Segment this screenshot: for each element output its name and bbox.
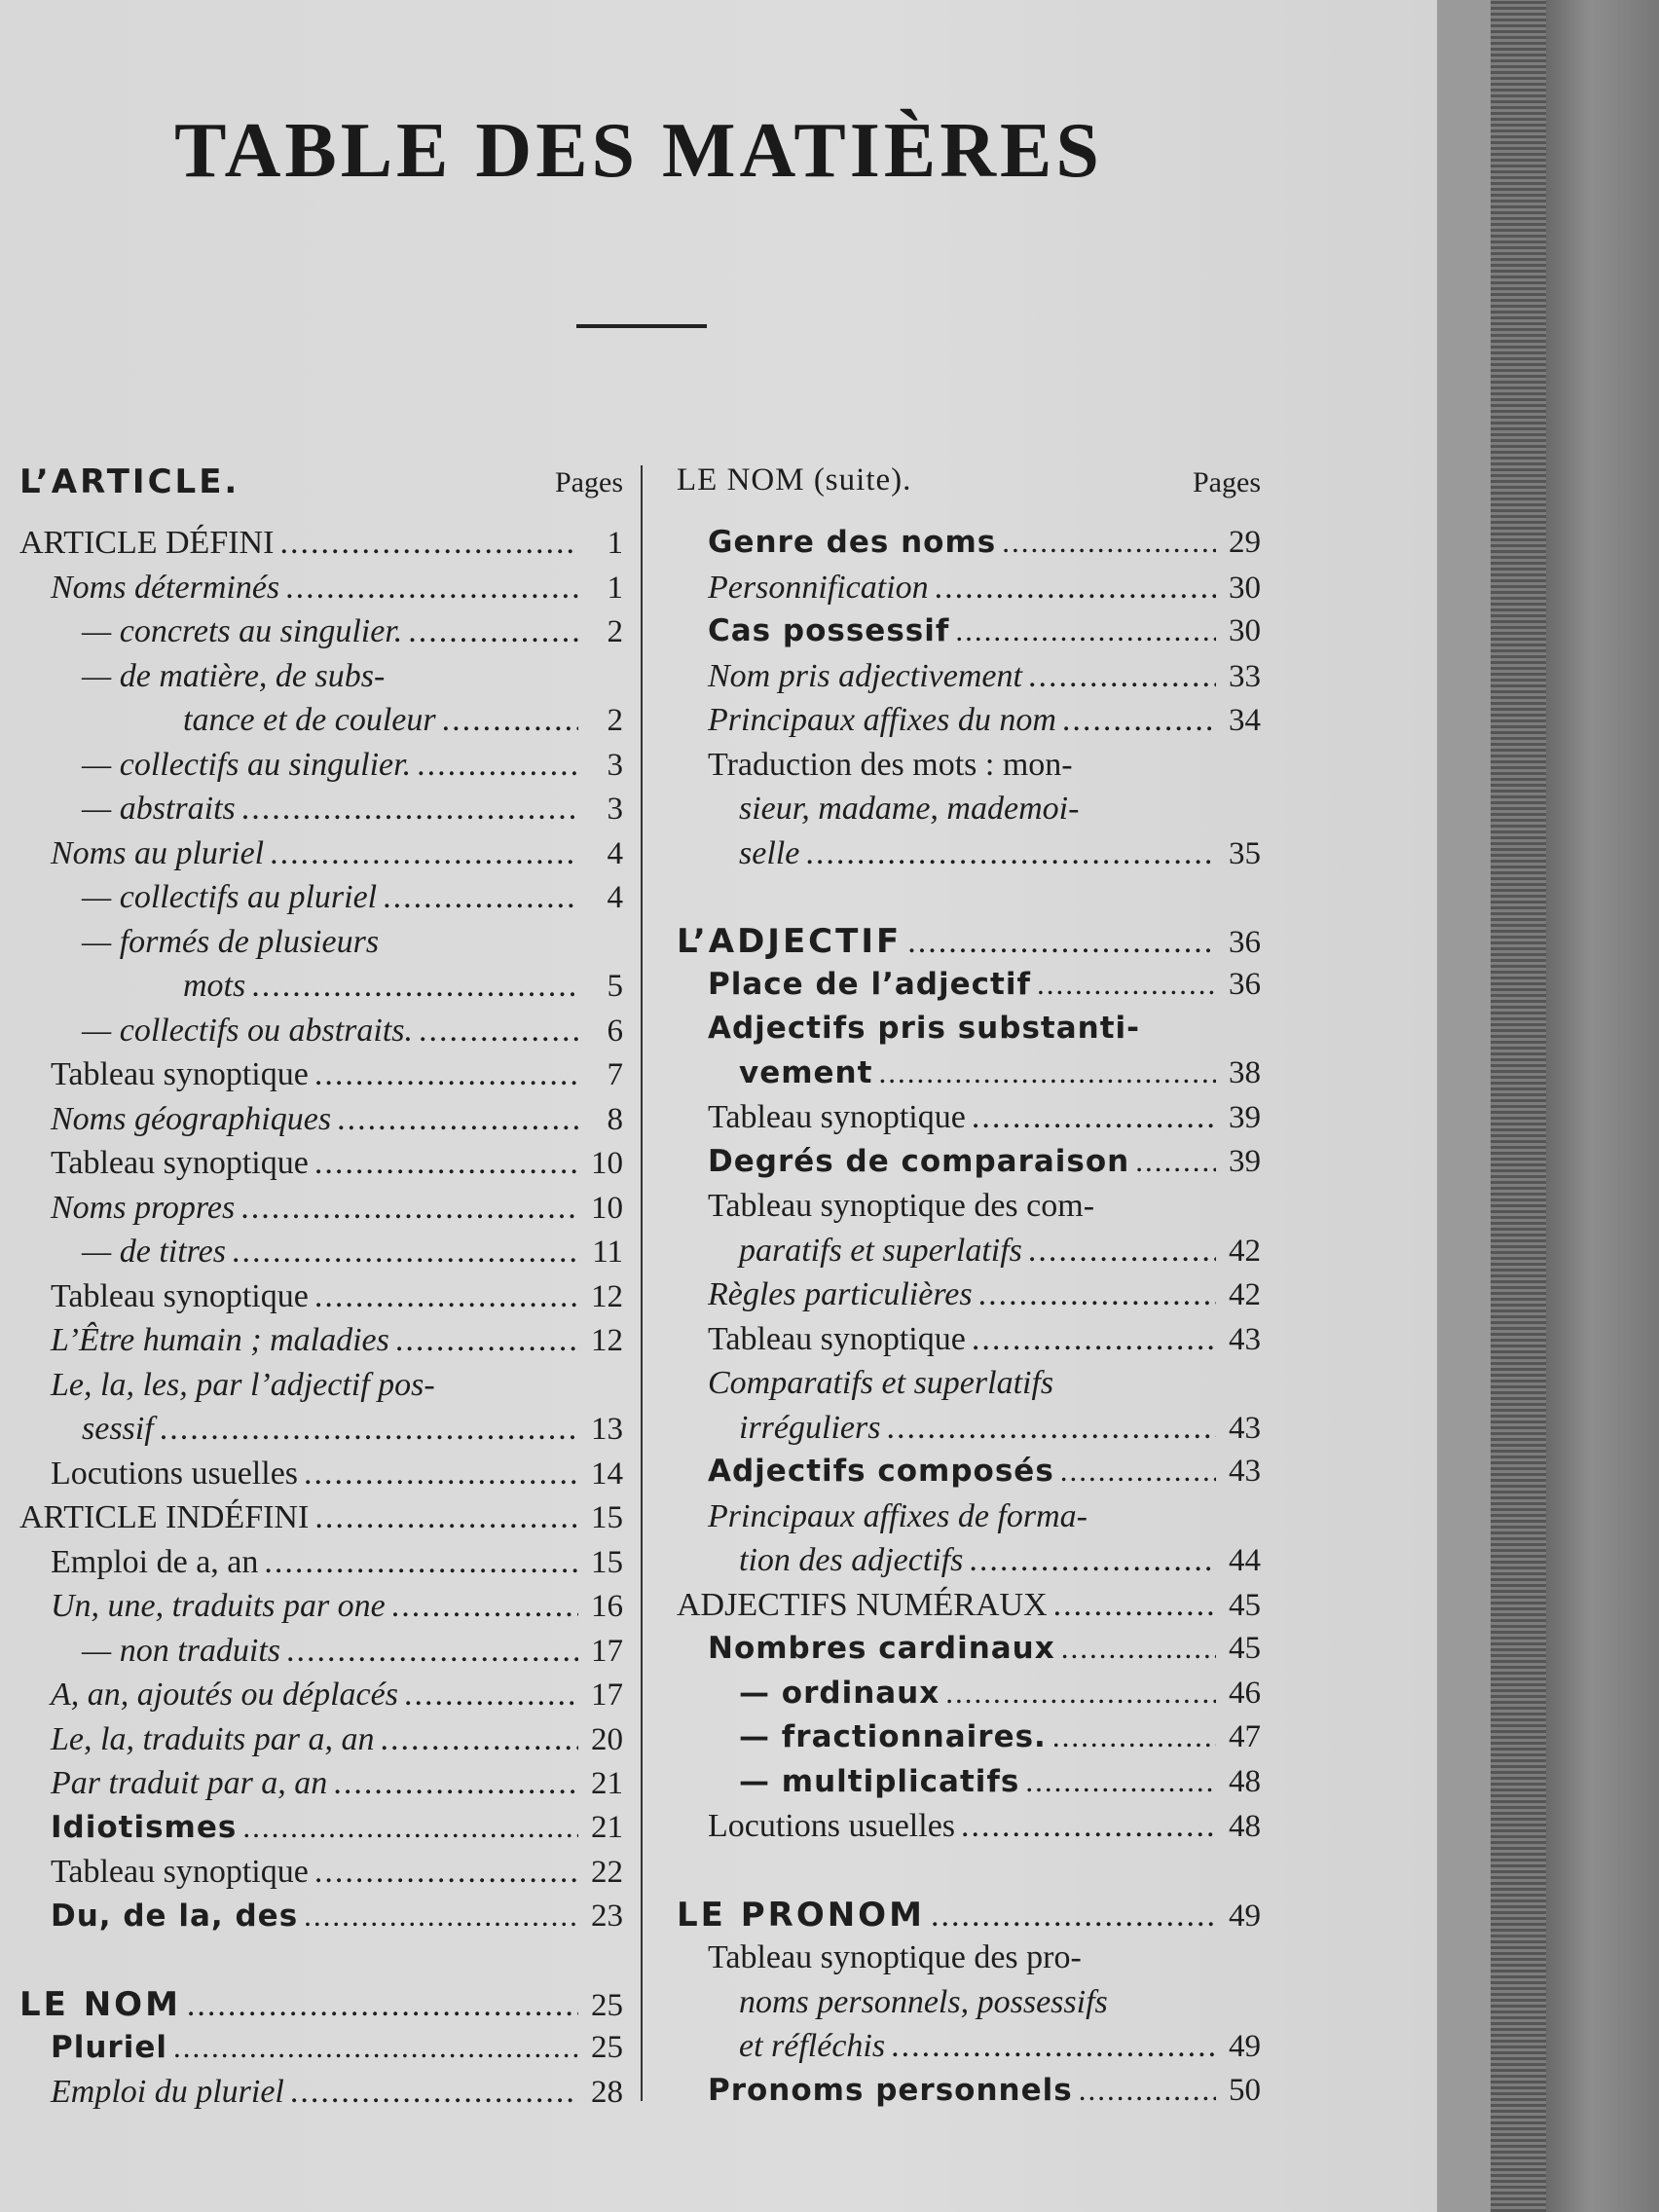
toc-entry-non-traduits — [19, 1633, 623, 1677]
toc-entry-text: Le, la, les, par l’adjectif pos- — [51, 1366, 435, 1403]
toc-page-number: 12 — [591, 1323, 623, 1358]
toc-entry-text: Degrés de comparaison — [708, 1143, 1130, 1179]
toc-entry-genre-des-noms — [677, 525, 1261, 570]
toc-entry-le-la-les-par-l-adjectif-pos — [19, 1367, 623, 1412]
toc-page-number: 46 — [1229, 1675, 1261, 1711]
toc-entry-noms-au-pluriel — [19, 835, 623, 880]
dot-leader — [187, 1987, 578, 2024]
dot-leader — [232, 1234, 578, 1271]
toc-entry-text: — fractionnaires. — [739, 1719, 1047, 1754]
toc-entry-text: Du, de la, des — [51, 1898, 299, 1934]
dot-leader — [391, 1588, 578, 1625]
toc-page-number: 22 — [591, 1855, 623, 1890]
toc-page-number: 1 — [607, 526, 623, 561]
book-binding-stripe — [1491, 0, 1546, 2212]
section-heading-article: L’ARTICLE. — [19, 462, 240, 501]
toc-entry-text: et réfléchis — [739, 2028, 886, 2064]
toc-entry-pluriel — [19, 2030, 623, 2075]
toc-page-number: 49 — [1229, 2029, 1261, 2064]
toc-entry-tion-des-adjectifs — [677, 1542, 1261, 1587]
book-spine-edge — [1437, 0, 1491, 2212]
dot-leader — [279, 525, 578, 562]
toc-entry-text: Locutions usuelles — [708, 1808, 956, 1844]
toc-entry-text: Tableau synoptique — [51, 1145, 309, 1181]
toc-page-number: 2 — [607, 614, 623, 649]
dot-leader — [972, 1321, 1216, 1358]
dot-leader — [1061, 1631, 1216, 1666]
toc-entry-text: Traduction des mots : mon- — [708, 746, 1073, 783]
toc-entry-text: Adjectifs pris substanti- — [708, 1011, 1141, 1046]
toc-entry-selle — [677, 835, 1261, 880]
toc-page-number: 43 — [1229, 1410, 1261, 1446]
dot-leader — [380, 1721, 578, 1758]
toc-entry-text: Tableau synoptique des com- — [708, 1188, 1095, 1224]
toc-page-number: 10 — [591, 1146, 623, 1181]
toc-entry-regles-particulieres — [677, 1276, 1261, 1321]
toc-page-number: 39 — [1229, 1100, 1261, 1135]
toc-page-number: 20 — [591, 1721, 623, 1757]
toc-entry-noms-personnels-possessifs — [677, 1984, 1261, 2029]
toc-page-number: 38 — [1229, 1054, 1261, 1090]
dot-leader — [417, 747, 578, 784]
toc-entry-place-de-l-adjectif — [677, 967, 1261, 1012]
dot-leader — [935, 570, 1216, 607]
toc-entry-text: Tableau synoptique — [51, 1277, 309, 1314]
toc-page-number: 35 — [1229, 835, 1261, 871]
toc-entry-text: — de titres — [82, 1234, 226, 1270]
toc-page-number: 28 — [591, 2075, 623, 2110]
toc-entry-text: mots — [183, 968, 246, 1004]
toc-entry-text: ARTICLE INDÉFINI — [19, 1499, 310, 1535]
dot-leader — [907, 924, 1216, 961]
toc-entry-text: Emploi du pluriel — [51, 2074, 284, 2110]
toc-entry-l-adjectif — [677, 922, 1261, 967]
toc-entry-multiplicatifs — [677, 1764, 1261, 1809]
toc-page-number: 3 — [607, 747, 623, 783]
toc-entry-concrets-au-singulier — [19, 613, 623, 658]
toc-page-number: 3 — [607, 792, 623, 827]
toc-page-number: 5 — [607, 969, 623, 1004]
toc-entry-tance-et-de-couleur — [19, 702, 623, 747]
left-entry-list — [19, 525, 623, 2119]
dot-leader — [395, 1322, 578, 1359]
toc-page-number: 48 — [1229, 1763, 1261, 1799]
toc-entry-text: — abstraits — [82, 791, 236, 827]
toc-page-number: 34 — [1229, 703, 1261, 738]
dot-leader — [1060, 1454, 1216, 1489]
dot-leader — [241, 791, 578, 828]
toc-entry-vement — [677, 1055, 1261, 1100]
toc-entry-tableau-synoptique — [19, 1278, 623, 1323]
toc-entry-text: Genre des noms — [708, 525, 997, 560]
toc-entry-emploi-du-pluriel — [19, 2074, 623, 2119]
toc-entry-text: — collectifs au singulier. — [82, 746, 412, 783]
toc-entry-locutions-usuelles — [19, 1456, 623, 1500]
toc-entry-text: sieur, madame, mademoi- — [739, 791, 1080, 827]
dot-leader — [891, 2028, 1216, 2065]
toc-entry-text: Principaux affixes du nom — [708, 702, 1056, 738]
toc-page-number: 36 — [1229, 925, 1261, 960]
toc-entry-noms-propres — [19, 1190, 623, 1235]
toc-entry-text: ARTICLE DÉFINI — [19, 525, 275, 561]
toc-entry-text: L’ADJECTIF — [677, 922, 903, 961]
toc-page-number: 49 — [1229, 1898, 1261, 1934]
dot-leader — [240, 1190, 578, 1227]
toc-entry-comparatifs-et-superlatifs — [677, 1365, 1261, 1410]
toc-entry-sieur-madame-mademoi — [677, 791, 1261, 835]
toc-entry-text: Locutions usuelles — [51, 1455, 299, 1492]
toc-page-number: 29 — [1229, 525, 1261, 560]
toc-entry-traduction-des-mots-mon — [677, 747, 1261, 792]
dot-leader — [931, 1898, 1216, 1935]
dot-leader — [242, 1810, 578, 1845]
dot-leader — [1053, 1587, 1216, 1624]
dot-leader — [270, 835, 578, 872]
dot-leader — [304, 1899, 578, 1934]
toc-page-number: 11 — [592, 1235, 623, 1270]
toc-page-number: 43 — [1229, 1321, 1261, 1357]
toc-entry-ordinaux — [677, 1676, 1261, 1720]
toc-entry-de-matiere-de-subs — [19, 658, 623, 703]
dot-leader — [314, 1278, 578, 1315]
toc-entry-text: Tableau synoptique des pro- — [708, 1939, 1082, 1975]
toc-entry-text: paratifs et superlatifs — [739, 1232, 1022, 1269]
toc-entry-text: Noms au pluriel — [51, 834, 265, 871]
toc-entry-mots — [19, 968, 623, 1013]
toc-entry-text: A, an, ajoutés ou déplacés — [51, 1677, 398, 1713]
toc-entry-text: Tableau synoptique — [708, 1320, 966, 1357]
toc-entry-text: Pluriel — [51, 2029, 167, 2065]
toc-entry-de-titres — [19, 1234, 623, 1278]
toc-entry-adjectifs-pris-substanti — [677, 1011, 1261, 1055]
dot-leader — [972, 1099, 1216, 1136]
dot-leader — [886, 1410, 1216, 1447]
toc-entry-le-pronom — [677, 1896, 1261, 1940]
toc-page-number: 23 — [591, 1898, 623, 1934]
toc-entry-tableau-synoptique — [19, 1854, 623, 1899]
toc-entry-principaux-affixes-du-nom — [677, 702, 1261, 747]
toc-page-number: 45 — [1229, 1587, 1261, 1623]
toc-entry-text: Tableau synoptique — [51, 1056, 309, 1092]
dot-leader — [290, 2074, 578, 2111]
title-rule — [576, 324, 707, 328]
toc-entry-abstraits — [19, 791, 623, 835]
dot-leader — [314, 1854, 578, 1891]
toc-entry-text: Tableau synoptique — [708, 1099, 966, 1135]
pages-label-left: Pages — [555, 466, 623, 498]
toc-page-number: 15 — [591, 1500, 623, 1535]
toc-page-number: 30 — [1229, 613, 1261, 648]
toc-page-number: 12 — [591, 1278, 623, 1314]
toc-entry-adjectifs-numeraux — [677, 1587, 1261, 1632]
toc-entry-text: — ordinaux — [739, 1675, 940, 1711]
dot-leader — [1052, 1719, 1216, 1754]
toc-entry-text: Principaux affixes de forma- — [708, 1497, 1088, 1534]
toc-page-number: 15 — [591, 1544, 623, 1580]
toc-entry-text: vement — [739, 1054, 873, 1090]
toc-page-number: 21 — [591, 1809, 623, 1845]
dot-leader — [961, 1808, 1216, 1845]
dot-leader — [304, 1456, 578, 1493]
dot-leader — [805, 835, 1216, 872]
toc-entry-du-de-la-des — [19, 1899, 623, 1943]
toc-entry-tableau-synoptique — [677, 1321, 1261, 1366]
right-entry-list — [677, 525, 1261, 2117]
toc-page-number: 48 — [1229, 1809, 1261, 1844]
dot-leader — [160, 1411, 578, 1448]
toc-entry-article-defini — [19, 525, 623, 570]
pages-label-right: Pages — [1193, 466, 1261, 498]
dot-leader — [1079, 2073, 1216, 2108]
toc-entry-degres-de-comparaison — [677, 1144, 1261, 1189]
toc-entry-principaux-affixes-de-forma — [677, 1498, 1261, 1543]
section-heading-nom-suite: LE NOM (suite). — [677, 462, 912, 498]
toc-entry-par-traduit-par-a-an — [19, 1765, 623, 1810]
dot-leader — [264, 1544, 578, 1581]
toc-entry-paratifs-et-superlatifs — [677, 1233, 1261, 1277]
toc-page-number: 21 — [591, 1766, 623, 1801]
toc-entry-text: — formés de plusieurs — [82, 923, 380, 960]
toc-entry-fractionnaires — [677, 1719, 1261, 1764]
toc-entry-text: Par traduit par a, an — [51, 1765, 328, 1801]
toc-entry-text: Adjectifs composés — [708, 1454, 1054, 1489]
toc-entry-text: Règles particulières — [708, 1276, 973, 1312]
toc-page-number: 42 — [1229, 1277, 1261, 1312]
toc-page-number: 42 — [1229, 1233, 1261, 1269]
toc-entry-tableau-synoptique-des-com — [677, 1188, 1261, 1233]
toc-entry-text: — multiplicatifs — [739, 1763, 1020, 1799]
toc-entry-text: tance et de couleur — [183, 702, 436, 738]
dot-leader — [978, 1276, 1216, 1313]
dot-leader — [1062, 702, 1216, 739]
toc-page-number: 17 — [591, 1677, 623, 1713]
toc-entry-sessif — [19, 1411, 623, 1456]
book-cover-board — [1546, 0, 1659, 2212]
left-column-header — [19, 462, 623, 515]
toc-page-number: 36 — [1229, 966, 1261, 1002]
toc-entry-et-reflechis — [677, 2028, 1261, 2073]
toc-entry-l-etre-humain-maladies — [19, 1322, 623, 1367]
toc-entry-text: Nombres cardinaux — [708, 1631, 1055, 1666]
toc-page-number: 30 — [1229, 570, 1261, 606]
toc-entry-text: Idiotismes — [51, 1809, 238, 1845]
toc-entry-tableau-synoptique — [677, 1099, 1261, 1144]
toc-entry-nom-pris-adjectivement — [677, 658, 1261, 703]
toc-page-number: 43 — [1229, 1454, 1261, 1489]
toc-entry-locutions-usuelles — [677, 1808, 1261, 1853]
dot-leader — [404, 1677, 578, 1714]
toc-entry-cas-possessif — [677, 613, 1261, 658]
toc-page-number: 47 — [1229, 1719, 1261, 1754]
toc-entry-text: Cas possessif — [708, 613, 950, 648]
toc-entry-text: selle — [739, 834, 800, 871]
dot-leader — [969, 1542, 1216, 1579]
toc-entry-personnification — [677, 570, 1261, 614]
toc-entry-formes-de-plusieurs — [19, 924, 623, 969]
dot-leader — [337, 1101, 578, 1138]
left-column — [19, 462, 623, 2119]
dot-leader — [285, 570, 578, 607]
toc-page-number: 16 — [591, 1589, 623, 1624]
toc-entry-text: — collectifs ou abstraits. — [82, 1012, 413, 1049]
dot-leader — [945, 1676, 1216, 1711]
page-title: TABLE DES MATIÈRES — [174, 108, 1103, 194]
dot-leader — [419, 1013, 578, 1050]
toc-entry-tableau-synoptique-des-pro — [677, 1939, 1261, 1984]
dot-leader — [408, 613, 578, 650]
dot-leader — [314, 1056, 578, 1093]
toc-page-number: 50 — [1229, 2072, 1261, 2108]
right-column — [677, 462, 1261, 2117]
toc-entry-a-an-ajoutes-ou-deplaces — [19, 1677, 623, 1721]
toc-entry-text: Pronoms personnels — [708, 2072, 1073, 2108]
toc-entry-le-nom — [19, 1985, 623, 2030]
dot-leader — [1028, 1233, 1216, 1270]
toc-page-number: 25 — [591, 1988, 623, 2023]
toc-entry-le-la-traduits-par-a-an — [19, 1721, 623, 1766]
toc-entry-text: noms personnels, possessifs — [739, 1983, 1108, 2020]
dot-leader — [1002, 525, 1216, 560]
dot-leader — [1025, 1764, 1216, 1799]
toc-entry-adjectifs-composes — [677, 1454, 1261, 1498]
toc-entry-nombres-cardinaux — [677, 1631, 1261, 1676]
toc-entry-text: Un, une, traduits par one — [51, 1588, 386, 1624]
toc-page-number: 7 — [607, 1057, 623, 1092]
toc-entry-text: LE PRONOM — [677, 1895, 925, 1935]
toc-entry-text: — de matière, de subs- — [82, 657, 386, 694]
toc-entry-text: — collectifs au pluriel — [82, 879, 378, 915]
dot-leader — [251, 968, 578, 1005]
toc-page-number: 4 — [607, 880, 623, 915]
toc-entry-text: Personnification — [708, 569, 929, 606]
toc-entry-text: Tableau synoptique — [51, 1854, 309, 1890]
dot-leader — [1037, 967, 1216, 1002]
dot-leader — [955, 613, 1216, 648]
toc-page-number: 1 — [607, 570, 623, 606]
toc-entry-text: Nom pris adjectivement — [708, 657, 1022, 694]
toc-entry-text: — non traduits — [82, 1632, 281, 1669]
toc-entry-collectifs-au-pluriel — [19, 879, 623, 924]
toc-entry-tableau-synoptique — [19, 1056, 623, 1101]
toc-page-number: 13 — [591, 1412, 623, 1447]
dot-leader — [1135, 1144, 1216, 1179]
toc-entry-collectifs-ou-abstraits — [19, 1013, 623, 1057]
toc-entry-text: sessif — [82, 1411, 154, 1447]
toc-entry-text: Noms propres — [51, 1189, 236, 1226]
toc-entry-text: tion des adjectifs — [739, 1542, 964, 1578]
toc-entry-text: irréguliers — [739, 1409, 881, 1446]
toc-entry-text: Emploi de a, an — [51, 1543, 259, 1580]
dot-leader — [442, 702, 578, 739]
toc-page-number: 2 — [607, 703, 623, 738]
toc-entry-text: ADJECTIFS NUMÉRAUX — [677, 1586, 1048, 1623]
dot-leader — [173, 2030, 578, 2065]
toc-entry-text: Le, la, traduits par a, an — [51, 1720, 375, 1757]
dot-leader — [1028, 658, 1216, 695]
toc-entry-text: Comparatifs et superlatifs — [708, 1365, 1054, 1401]
toc-entry-noms-geographiques — [19, 1101, 623, 1146]
column-divider — [641, 465, 643, 2101]
dot-leader — [286, 1633, 578, 1670]
toc-page-number: 17 — [591, 1633, 623, 1669]
toc-entry-noms-determines — [19, 570, 623, 614]
dot-leader — [314, 1145, 578, 1182]
toc-page-number: 44 — [1229, 1543, 1261, 1578]
toc-page-number: 6 — [607, 1013, 623, 1049]
dot-leader — [383, 879, 578, 916]
toc-page-number: 8 — [607, 1101, 623, 1137]
toc-entry-text: Noms déterminés — [51, 569, 280, 606]
toc-page-number: 45 — [1229, 1631, 1261, 1666]
toc-entry-pronoms-personnels — [677, 2073, 1261, 2118]
toc-page-number: 25 — [591, 2029, 623, 2065]
right-column-header — [677, 462, 1261, 515]
toc-entry-article-indefini — [19, 1499, 623, 1544]
toc-entry-text: LE NOM — [19, 1985, 181, 2024]
toc-entry-text: Noms géographiques — [51, 1100, 332, 1137]
toc-page-number: 33 — [1229, 658, 1261, 694]
toc-page-number: 4 — [607, 835, 623, 871]
toc-entry-irreguliers — [677, 1410, 1261, 1455]
toc-entry-emploi-de-a-an — [19, 1544, 623, 1589]
toc-entry-text: — concrets au singulier. — [82, 613, 403, 649]
toc-entry-idiotismes — [19, 1810, 623, 1855]
toc-entry-text: L’Être humain ; maladies — [51, 1322, 389, 1358]
dot-leader — [314, 1499, 578, 1536]
toc-entry-tableau-synoptique — [19, 1145, 623, 1190]
toc-page-number: 39 — [1229, 1143, 1261, 1179]
toc-entry-collectifs-au-singulier — [19, 747, 623, 792]
toc-entry-un-une-traduits-par-one — [19, 1588, 623, 1633]
toc-entry-text: Place de l’adjectif — [708, 966, 1031, 1002]
toc-page-number: 10 — [591, 1190, 623, 1226]
dot-leader — [878, 1055, 1216, 1090]
dot-leader — [333, 1765, 578, 1802]
toc-page-number: 14 — [591, 1456, 623, 1492]
